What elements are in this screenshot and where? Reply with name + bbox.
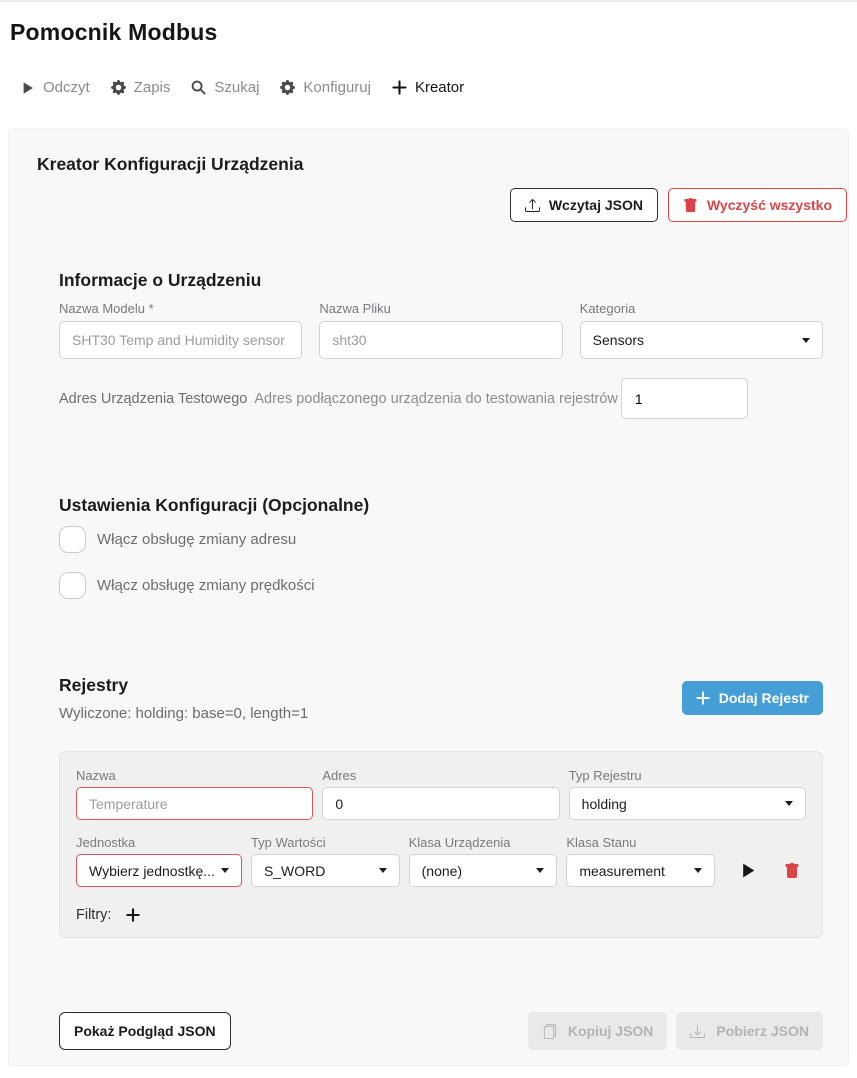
register-type-value: holding bbox=[581, 795, 627, 812]
model-name-field-group bbox=[59, 301, 302, 359]
address-change-option-row bbox=[59, 526, 823, 553]
show-json-preview-button[interactable] bbox=[59, 1012, 231, 1050]
register-state-class-value: measurement bbox=[579, 862, 665, 879]
file-name-field-group bbox=[319, 301, 562, 359]
add-register-button[interactable] bbox=[682, 681, 823, 715]
register-value-type-select[interactable] bbox=[251, 854, 400, 887]
register-state-class-label: Klasa Stanu bbox=[566, 835, 637, 850]
device-info-heading: Informacje o Urządzeniu bbox=[59, 270, 262, 290]
test-address-row bbox=[59, 378, 823, 419]
gear-icon bbox=[111, 80, 126, 95]
nav-tab-label: Odczyt bbox=[43, 79, 90, 96]
filters-label: Filtry: bbox=[76, 907, 112, 923]
load-json-label: Wczytaj JSON bbox=[548, 197, 643, 213]
register-type-label: Typ Rejestru bbox=[568, 768, 642, 783]
register-device-class-select[interactable] bbox=[409, 854, 558, 887]
registers-heading: Rejestry bbox=[59, 675, 129, 695]
chevron-down-icon bbox=[802, 338, 810, 343]
load-json-button[interactable] bbox=[510, 188, 658, 222]
nav-tab-konfiguruj[interactable] bbox=[280, 79, 371, 96]
register-address-label: Adres bbox=[322, 768, 357, 783]
nav-tab-kreator[interactable] bbox=[392, 79, 464, 96]
delete-register-button[interactable] bbox=[784, 863, 800, 879]
wizard-panel bbox=[8, 128, 849, 1066]
register-value-type-group bbox=[251, 835, 400, 887]
register-address-group bbox=[322, 768, 559, 820]
register-type-select[interactable] bbox=[569, 787, 806, 820]
clear-all-label: Wyczyść wszystko bbox=[706, 197, 832, 213]
address-change-label: Włącz obsługę zmiany adresu bbox=[97, 531, 297, 548]
register-card bbox=[59, 751, 823, 938]
nav-tab-szukaj[interactable] bbox=[191, 79, 259, 96]
file-name-label: Nazwa Pliku bbox=[319, 301, 391, 316]
download-json-button[interactable] bbox=[676, 1012, 823, 1050]
register-value-type-value: S_WORD bbox=[263, 862, 326, 879]
test-register-button[interactable] bbox=[740, 862, 757, 879]
page-title: Kreator Konfiguracji Urządzenia bbox=[37, 154, 304, 174]
register-device-class-group bbox=[409, 835, 558, 887]
panel-actions bbox=[37, 188, 847, 222]
register-device-class-label: Klasa Urządzenia bbox=[408, 835, 511, 850]
filters-row bbox=[76, 907, 806, 923]
register-unit-group bbox=[76, 835, 242, 887]
register-unit-label: Jednostka bbox=[76, 835, 136, 850]
plus-icon bbox=[696, 691, 710, 705]
speed-change-label: Włącz obsługę zmiany prędkości bbox=[97, 577, 315, 594]
register-address-input[interactable] bbox=[322, 787, 559, 820]
register-unit-value: Wybierz jednostkę... bbox=[89, 862, 215, 879]
speed-change-option-row bbox=[59, 572, 823, 599]
config-settings-heading: Ustawienia Konfiguracji (Opcjonalne) bbox=[59, 495, 370, 515]
search-icon bbox=[191, 80, 206, 95]
register-name-label: Nazwa bbox=[76, 768, 116, 783]
register-state-class-select[interactable] bbox=[566, 854, 715, 887]
chevron-down-icon bbox=[379, 868, 387, 873]
show-json-preview-label: Pokaż Podgląd JSON bbox=[74, 1023, 216, 1039]
plus-icon bbox=[126, 908, 140, 922]
copy-icon bbox=[542, 1024, 557, 1039]
nav-tab-odczyt[interactable] bbox=[21, 79, 90, 96]
test-address-hint: Adres podłączonego urządzenia do testowania rejestrów bbox=[254, 390, 618, 407]
register-device-class-value: (none) bbox=[421, 862, 463, 879]
test-address-input[interactable] bbox=[621, 378, 748, 419]
chevron-down-icon bbox=[536, 868, 544, 873]
clear-all-button[interactable] bbox=[668, 188, 847, 222]
registers-computed-summary: Wyliczone: holding: base=0, length=1 bbox=[59, 705, 309, 722]
address-change-checkbox[interactable] bbox=[59, 526, 86, 553]
trash-icon bbox=[784, 863, 800, 879]
upload-icon bbox=[525, 198, 540, 213]
file-name-input[interactable] bbox=[319, 321, 562, 359]
model-name-input[interactable] bbox=[59, 321, 302, 359]
register-name-input[interactable] bbox=[76, 787, 313, 820]
speed-change-checkbox[interactable] bbox=[59, 572, 86, 599]
chevron-down-icon bbox=[221, 868, 229, 873]
register-type-group bbox=[569, 768, 806, 820]
device-info-section bbox=[59, 270, 823, 419]
copy-json-button[interactable] bbox=[528, 1012, 668, 1050]
trash-icon bbox=[683, 198, 698, 213]
wizard-footer bbox=[59, 1012, 823, 1050]
play-icon bbox=[740, 862, 757, 879]
play-icon bbox=[21, 81, 35, 95]
register-unit-select[interactable] bbox=[76, 854, 242, 887]
test-address-label: Adres Urządzenia Testowego bbox=[59, 390, 248, 407]
nav-tab-label: Kreator bbox=[414, 79, 465, 96]
main-nav bbox=[21, 79, 857, 96]
chevron-down-icon bbox=[785, 801, 793, 806]
chevron-down-icon bbox=[694, 868, 702, 873]
add-register-label: Dodaj Rejestr bbox=[718, 690, 809, 706]
plus-icon bbox=[392, 80, 407, 95]
register-value-type-label: Typ Wartości bbox=[250, 835, 326, 850]
register-state-class-group bbox=[566, 835, 715, 887]
copy-json-label: Kopiuj JSON bbox=[567, 1023, 654, 1039]
download-json-label: Pobierz JSON bbox=[716, 1023, 809, 1039]
config-settings-section bbox=[59, 495, 823, 599]
model-name-label: Nazwa Modelu * bbox=[59, 301, 154, 316]
category-field-group bbox=[580, 301, 823, 359]
gear-icon bbox=[280, 80, 295, 95]
register-name-group bbox=[76, 768, 313, 820]
nav-tab-label: Konfiguruj bbox=[303, 79, 371, 96]
nav-tab-label: Zapis bbox=[133, 79, 171, 96]
download-icon bbox=[690, 1024, 705, 1039]
nav-tab-zapis[interactable] bbox=[111, 79, 171, 96]
registers-section bbox=[59, 675, 823, 938]
add-filter-button[interactable] bbox=[122, 908, 144, 922]
category-label: Kategoria bbox=[579, 301, 636, 316]
category-value: Sensors bbox=[592, 332, 645, 348]
app-title: Pomocnik Modbus bbox=[10, 19, 218, 45]
category-select[interactable] bbox=[580, 321, 823, 359]
nav-tab-label: Szukaj bbox=[214, 79, 260, 96]
